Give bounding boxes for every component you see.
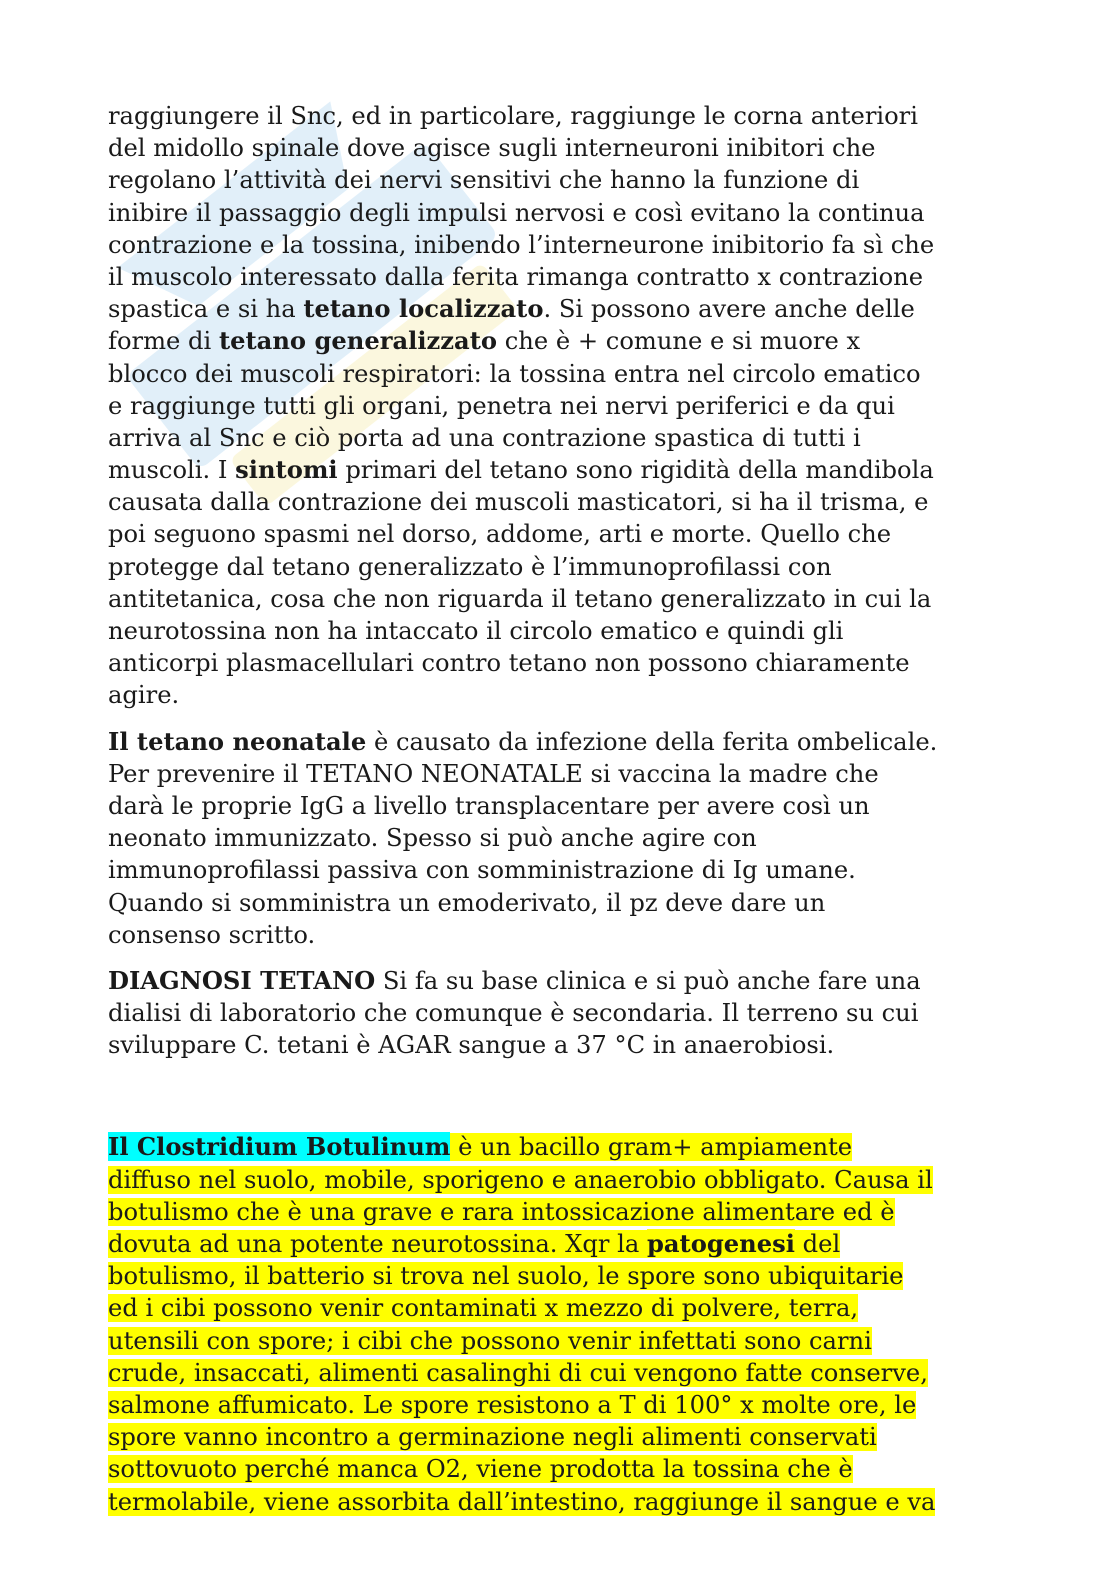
text-line: spastica e si ha tetano localizzato. Si possono avere anche delle: [108, 294, 915, 324]
term-diagnosi-tetano: DIAGNOSI TETANO: [108, 965, 376, 995]
text-line: Per prevenire il TETANO NEONATALE si vaccina la madre che: [108, 759, 879, 788]
text-line: Il tetano neonatale è causato da infezione della ferita ombelicale.: [108, 726, 938, 756]
text-line: antitetanica, cosa che non riguarda il tetano generalizzato in cui la: [108, 584, 932, 613]
term-sintomi: sintomi: [235, 455, 338, 485]
term-patogenesi: patogenesi: [646, 1229, 795, 1258]
text-line: immunoprofilassi passiva con somministrazione di Ig umane.: [108, 856, 856, 885]
text-line: ed i cibi possono venir contaminati x mezzo di polvere, terra,: [108, 1294, 859, 1323]
text-line: il muscolo interessato dalla ferita rimanga contratto x contrazione: [108, 262, 924, 291]
term-tetano-localizzato: tetano localizzato: [303, 294, 544, 324]
text-line: poi seguono spasmi nel dorso, addome, arti e morte. Quello che: [108, 520, 892, 549]
text-line: regolano l’attività dei nervi sensitivi che hanno la funzione di: [108, 166, 860, 195]
text-line: termolabile, viene assorbita dall’intestino, raggiunge il sangue e va: [108, 1487, 936, 1516]
text-line: arriva al Snc e ciò porta ad una contrazione spastica di tutti i: [108, 423, 861, 452]
text-line: sottovuoto perché manca O2, viene prodotta la tossina che è: [108, 1455, 853, 1484]
text-line: crude, insaccati, alimenti casalinghi di cui vengono fatte conserve,: [108, 1358, 928, 1387]
text-line: darà le proprie IgG a livello transplacentare per avere così un: [108, 791, 870, 820]
term-tetano-neonatale: Il tetano neonatale: [108, 726, 367, 756]
term-clostridium-botulinum: Il Clostridium Botulinum: [108, 1132, 451, 1162]
text-line: forme di tetano generalizzato che è + comune e si muore x: [108, 326, 861, 356]
term-tetano-generalizzato: tetano generalizzato: [218, 326, 497, 356]
text-line: salmone affumicato. Le spore resistono a T di 100° x molte ore, le: [108, 1390, 917, 1419]
text-line: e raggiunge tutti gli organi, penetra nei nervi periferici e da qui: [108, 391, 895, 420]
text-line: neurotossina non ha intaccato il circolo ematico e quindi gli: [108, 617, 844, 645]
text-line: inibire il passaggio degli impulsi nervosi e così evitano la continua: [108, 198, 925, 227]
text-line: diffuso nel suolo, mobile, sporigeno e anaerobio obbligato. Causa il: [108, 1165, 933, 1194]
text-line: spore vanno incontro a germinazione negli alimenti conservati: [108, 1423, 877, 1452]
text-line: DIAGNOSI TETANO Si fa su base clinica e si può anche fare una: [108, 965, 921, 995]
paragraph-tetano: [108, 100, 1008, 712]
text-line: agire.: [108, 681, 180, 710]
text-line: dialisi di laboratorio che comunque è secondaria. Il terreno su cui: [108, 999, 919, 1028]
document-body: [108, 100, 1008, 1532]
text-line: protegge dal tetano generalizzato è l’immunoprofilassi con: [108, 552, 832, 581]
text-line: contrazione e la tossina, inibendo l’interneurone inibitorio fa sì che: [108, 230, 935, 259]
paragraph-botulinum: [108, 1131, 1008, 1517]
text-line: neonato immunizzato. Spesso si può anche agire con: [108, 824, 757, 853]
text-line: botulismo che è una grave e rara intossicazione alimentare ed è: [108, 1197, 895, 1226]
text-line: consenso scritto.: [108, 920, 316, 949]
text-line: botulismo, il batterio si trova nel suolo, le spore sono ubiquitarie: [108, 1262, 904, 1291]
text-line: utensili con spore; i cibi che possono venir infettati sono carni: [108, 1326, 872, 1355]
text-line: del midollo spinale dove agisce sugli interneuroni inibitori che: [108, 134, 876, 163]
text-line: Il Clostridium Botulinum è un bacillo gram+ ampiamente: [108, 1132, 853, 1162]
text-line: raggiungere il Snc, ed in particolare, raggiunge le corna anteriori: [108, 102, 918, 130]
text-line: Quando si somministra un emoderivato, il pz deve dare un: [108, 888, 826, 917]
text-line: dovuta ad una potente neurotossina. Xqr la patogenesi del: [108, 1229, 841, 1258]
text-line: muscoli. I sintomi primari del tetano sono rigidità della mandibola: [108, 455, 934, 485]
paragraph-spacer: [108, 1075, 1008, 1131]
text-line: anticorpi plasmacellulari contro tetano non possono chiaramente: [108, 649, 910, 678]
text-line: sviluppare C. tetani è AGAR sangue a 37 °C in anaerobiosi.: [108, 1031, 835, 1060]
paragraph-tetano-neonatale: [108, 726, 1008, 951]
paragraph-diagnosi: [108, 965, 1008, 1062]
text-line: causata dalla contrazione dei muscoli masticatori, si ha il trisma, e: [108, 488, 929, 517]
text-line: blocco dei muscoli respiratori: la tossina entra nel circolo ematico: [108, 359, 921, 388]
